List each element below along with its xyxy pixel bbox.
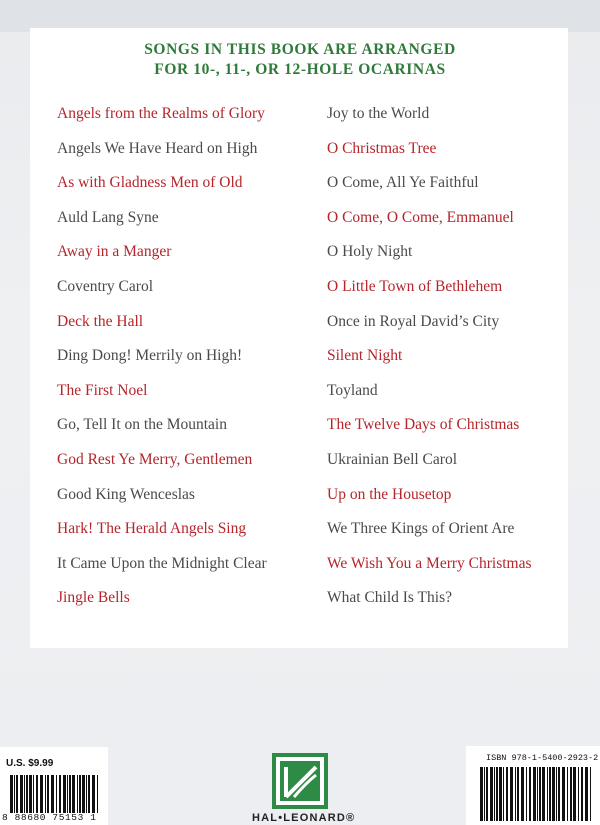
song-title: Jingle Bells [57,589,130,607]
song-title: Away in a Manger [57,243,172,261]
song-title: What Child Is This? [327,589,452,607]
song-list-right [327,102,532,621]
header [0,40,600,80]
song-title: Up on the Housetop [327,485,452,503]
hal-leonard-logo-icon [272,753,328,809]
song-title: Joy to the World [327,105,430,122]
song-title: Auld Lang Syne [57,208,159,226]
price-label: U.S. $9.99 [6,758,54,769]
song-title: Ding Dong! Merrily on High! [57,347,243,365]
publisher-name: HAL•LEONARD® [252,812,356,824]
song-title: O Christmas Tree [327,139,437,157]
song-title: O Come, All Ye Faithful [327,174,479,192]
song-title: The First Noel [57,381,148,399]
isbn-text: ISBN 978-1-5400-2923-2 [486,753,599,763]
song-title: Coventry Carol [57,277,153,295]
upc-barcode [10,775,100,813]
song-title: God Rest Ye Merry, Gentlemen [57,450,253,468]
song-title: Ukrainian Bell Carol [327,450,457,468]
song-title: As with Gladness Men of Old [57,174,243,192]
song-title: Angels We Have Heard on High [57,139,258,157]
song-title: The Twelve Days of Christmas [327,416,520,434]
song-title: Deck the Hall [57,312,144,330]
song-title: Good King Wenceslas [57,485,195,503]
song-title: O Come, O Come, Emmanuel [327,208,514,226]
song-title: It Came Upon the Midnight Clear [57,554,267,572]
song-title: Once in Royal David’s City [327,312,500,330]
song-title: Hark! The Herald Angels Sing [57,520,247,538]
song-title: We Wish You a Merry Christmas [327,554,532,572]
header-line-1: SONGS IN THIS BOOK ARE ARRANGED [144,41,456,58]
song-list-left [57,102,267,621]
song-title: Angels from the Realms of Glory [57,105,265,122]
song-title: We Three Kings of Orient Are [327,520,515,538]
header-line-2: FOR 10-, 11-, OR 12-HOLE OCARINAS [154,61,446,78]
isbn-barcode [480,767,592,821]
song-title: O Holy Night [327,243,413,261]
song-title: Toyland [327,381,378,399]
song-title: Silent Night [327,347,403,365]
upc-number: 8 88680 75153 1 [2,812,97,823]
song-title: Go, Tell It on the Mountain [57,416,227,434]
song-title: O Little Town of Bethlehem [327,277,503,295]
